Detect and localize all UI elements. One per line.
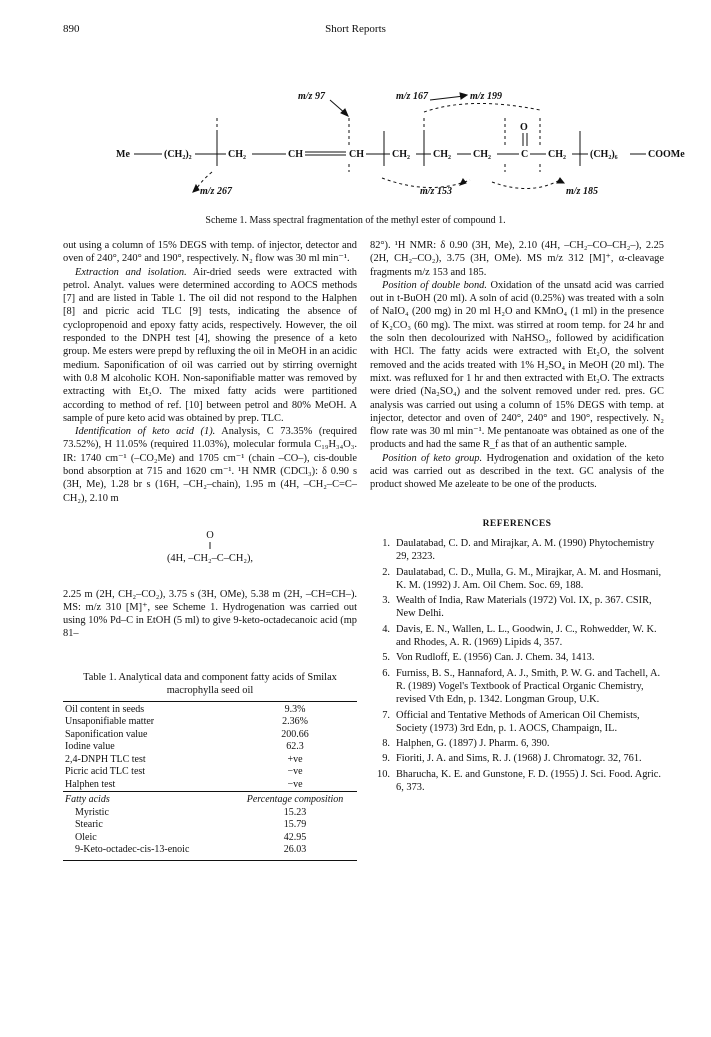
reference-item xyxy=(370,566,664,593)
table-cell-value: 15.23 xyxy=(283,806,307,818)
reference-text: Bharucha, K. E. and Gunstone, F. D. (1955) J. Sci. Food. Agric. 6, 373. xyxy=(396,768,661,793)
table-cell-value: 62.3 xyxy=(286,741,304,753)
table-cell-value: 42.95 xyxy=(283,831,307,843)
chain-ch2-6: (CH₂)₆ xyxy=(590,149,618,160)
mz-167-label: m/z 167 xyxy=(396,91,428,102)
reference-item xyxy=(370,709,664,736)
left-para-2 xyxy=(63,266,357,426)
reference-number: 7. xyxy=(382,709,390,721)
right-column xyxy=(370,239,664,796)
table-row xyxy=(63,807,357,820)
mz-153-label: m/z 153 xyxy=(420,186,452,197)
right-para-3 xyxy=(370,452,664,492)
double-bond-text: Oxidation of the unsatd acid was carried out in t-BuOH (20 ml). A soln of acid (0.25%) was treated with a soln of NaIO₄ (200 mg) in 20 ml H₂O and KMnO₄ (1 ml) in the presence of K₂CO₃ (60 mg). The mixt. was stirred at room temp. for 24 hr and the soln then decolourized with NaHSO₃, followed by acidification with HCl. The fatty acids were extracted with Et₂O, the solvent removed and the acids treated with 1% H₂SO₄ in MeOH (20 ml). The mixt. was refluxed for 1 hr and then extracted with Et₂O. The extracts were dried (Na₂SO₄) and the solvent removed under red. pres. GC analysis was carried out using a column of 15% DEGS with temp. at injector, detector and oven of 240°, 240° and 190°, respectively. N₂ flow rate was 30 ml min⁻¹. Me pentanoate was obtained as one of the products and had the same R_f as that of an authentic sample. xyxy=(370,279,664,451)
table-cell-label: Myristic xyxy=(75,806,109,818)
reference-number: 4. xyxy=(382,623,390,635)
reference-text: Daulatabad, C. D., Mulla, G. M., Mirajkar, A. M. and Hosmani, K. M. (1992) J. Am. Oil Chem. Soc. 69, 188. xyxy=(396,566,662,591)
reference-item xyxy=(370,537,664,564)
table-cell-label: Picric acid TLC test xyxy=(65,766,146,778)
identification-heading: Identification of keto acid (1). xyxy=(75,426,216,438)
identification-text: Analysis, C 73.35% (required 73.52%), H 11.05% (required 11.03%), molecular formula C₁₉H₃₄O₃. IR: 1740 cm⁻¹ (–CO₂Me) and 1705 cm⁻¹ (chain –CO–), cis-double bond absorption at 715 and 1620 cm⁻¹. ¹H NMR (CDCl₃): δ 0.90 s (3H, Me), 1.28 br s (16H, –CH₂–chain), 1.95 m (4H, –CH₂–C=C–CH₂), 2.10 m xyxy=(63,426,357,504)
page-number: 890 xyxy=(63,23,80,35)
mz-185-label: m/z 185 xyxy=(566,186,598,197)
table-cell-value: 15.79 xyxy=(283,819,307,831)
reference-text: Wealth of India, Raw Materials (1972) Vol. IX, p. 367. CSIR, New Delhi. xyxy=(396,595,652,620)
table-cell-label: 9-Keto-octadec-cis-13-enoic xyxy=(63,844,233,860)
table-cell-label: Unsaponifiable matter xyxy=(65,716,155,728)
right-para-1: 82°). ¹H NMR: δ 0.90 (3H, Me), 2.10 (4H, –CH₂–CO–CH₂–), 2.25 (2H, CH₂–CO₂), 3.75 (3H, OMe). MS m/z 312 [M]⁺, α-cleavage fragments m/z 153 and 185. xyxy=(370,240,664,278)
reference-number: 3. xyxy=(382,595,390,607)
reference-text: Fioriti, J. A. and Sims, R. J. (1968) J. Chromatogr. 32, 761. xyxy=(396,753,642,765)
chain-c-keto: C xyxy=(521,149,529,160)
chain-coome: COOMe xyxy=(648,149,685,160)
table-cell-label: Oleic xyxy=(75,831,97,843)
table-cell-value: −ve xyxy=(287,778,303,790)
extraction-heading: Extraction and isolation. xyxy=(75,266,187,278)
reference-text: Official and Tentative Methods of American Oil Chemists, Society (1973) 3rd Edn, p. 1. AOCS, Champaign, IL. xyxy=(396,709,640,734)
table-cell-label: Stearic xyxy=(75,819,103,831)
reference-item xyxy=(370,594,664,621)
chain-ch2-2: (CH₂)₂ xyxy=(164,149,192,160)
reference-item xyxy=(370,651,664,664)
right-para-2 xyxy=(370,279,664,452)
reference-item xyxy=(370,768,664,795)
chain-ch2-d: CH₂ xyxy=(473,149,491,160)
reference-text: Daulatabad, C. D. and Mirajkar, A. M. (1990) Phytochemistry 29, 2323. xyxy=(396,537,655,563)
scheme-caption: Scheme 1. Mass spectral fragmentation of the methyl ester of compound 1. xyxy=(205,215,506,226)
chain-ch-b: CH xyxy=(349,149,364,160)
left-para-3 xyxy=(63,425,357,505)
table-row xyxy=(63,729,357,742)
left-column xyxy=(63,239,357,861)
table-cell-value: 200.66 xyxy=(281,728,309,740)
fragmentation-scheme xyxy=(0,0,711,215)
keto-oxygen: O xyxy=(520,122,528,133)
mz-97-label: m/z 97 xyxy=(298,91,325,102)
chain-me: Me xyxy=(116,149,130,160)
table-cell-label: Fatty acids xyxy=(63,792,233,807)
extraction-text: Air-dried seeds were extracted with petrol. Analyt. values were determined according to AOCS methods [7] and are listed in Table 1. The oil did not respond to the Halphen [8] and picric acid TLC [9] tests, indicating the absence of cyclopropenoid and epoxy fatty acids, respectively. However, the oil responded to the DNPH test [4], showing the presence of a keto group. Me esters were prepd by refluxing the oil in MeOH in an acidic medium. Saponification of oil was carried out by stirring overnight with 0.8 M alcoholic KOH. Non-saponifiable matter was removed by extracting with Et₂O. The mixed fatty acids were partitioned according to method of ref. [10] between petrol and 80% MeOH. A sample of pure keto acid was obtained by prep. TLC. xyxy=(63,266,357,424)
double-bond-heading: Position of double bond. xyxy=(382,279,487,291)
table-row xyxy=(63,716,357,729)
reference-number: 1. xyxy=(382,537,390,549)
table-row xyxy=(63,819,357,832)
table-cell-label: Iodine value xyxy=(65,741,115,753)
table-cell-label: Oil content in seeds xyxy=(63,701,233,716)
table-row xyxy=(63,741,357,754)
table-cell-value: 9.3% xyxy=(233,701,357,716)
left-para-4: 2.25 m (2H, CH₂–CO₂), 3.75 s (3H, OMe), 5.38 m (2H, –CH=CH–). MS: m/z 310 [M]⁺, see Scheme 1. Hydrogenation was carried out using 10% Pd–C in EtOH (5 ml) to give 9-keto-octadecanoic acid (mp 81– xyxy=(63,588,357,640)
table-row xyxy=(63,832,357,845)
analytical-table xyxy=(63,701,357,861)
table-cell-label: Halphen test xyxy=(65,778,116,790)
mz-267-label: m/z 267 xyxy=(200,186,232,197)
table-cell-label: 2,4-DNPH TLC test xyxy=(65,753,146,765)
table-cell-value: 26.03 xyxy=(233,844,357,860)
reference-item xyxy=(370,623,664,650)
reference-text: Von Rudloff, E. (1956) Can. J. Chem. 34, 1413. xyxy=(396,652,595,664)
table-row xyxy=(63,779,357,792)
table-cell-value: 2.36% xyxy=(282,716,308,728)
keto-structure-bond: ‖ xyxy=(208,541,212,553)
reference-number: 9. xyxy=(382,753,390,765)
mz-199-label: m/z 199 xyxy=(470,91,502,102)
table-cell-label: Saponification value xyxy=(65,728,148,740)
reference-number: 5. xyxy=(382,652,390,664)
reference-item xyxy=(370,752,664,765)
chain-ch2-e: CH₂ xyxy=(548,149,566,160)
reference-text: Halphen, G. (1897) J. Pharm. 6, 390. xyxy=(396,738,550,750)
reference-item xyxy=(370,737,664,750)
table-row xyxy=(63,844,357,860)
references-heading: REFERENCES xyxy=(482,518,552,529)
table-cell-value: +ve xyxy=(287,753,303,765)
table-caption: Table 1. Analytical data and component fatty acids of Smilax macrophylla seed oil xyxy=(83,671,337,696)
keto-group-heading: Position of keto group. xyxy=(382,452,483,464)
reference-number: 2. xyxy=(382,566,390,578)
reference-number: 10. xyxy=(377,768,390,780)
reference-text: Davis, E. N., Wallen, L. L., Goodwin, J. C., Rohwedder, W. K. and Rhodes, A. R. (1969) Lipids 4, 357. xyxy=(396,623,657,649)
chain-ch2-a: CH₂ xyxy=(228,149,246,160)
reference-number: 8. xyxy=(382,738,390,750)
table-row xyxy=(63,754,357,767)
keto-structure-line: (4H, –CH₂–C–CH₂), xyxy=(166,553,254,565)
keto-group-text: Hydrogenation and oxidation of the keto acid was carried out as described in the text. GC analysis of the product showed Me azeleate to be one of the products. xyxy=(370,452,665,491)
references-list xyxy=(370,537,664,794)
reference-text: Furniss, B. S., Hannaford, A. J., Smith, P. W. G. and Tachell, A. R. (1989) Vogel's Textbook of Practical Organic Chemistry, revised Vth Edn, p. 1342. Longman Group, U.K. xyxy=(396,667,661,706)
chain-ch2-c: CH₂ xyxy=(433,149,451,160)
table-row xyxy=(63,701,357,716)
reference-number: 6. xyxy=(382,667,390,679)
chain-ch2-b: CH₂ xyxy=(392,149,410,160)
table-cell-value: Percentage composition xyxy=(233,792,357,807)
reference-item xyxy=(370,667,664,707)
table-cell-value: −ve xyxy=(287,766,303,778)
keto-structure-o: O xyxy=(206,529,214,541)
left-para-1: out using a column of 15% DEGS with temp. of injector, detector and oven of 240°, 240° and 190°, respectively. N₂ flow was 30 ml min⁻¹. xyxy=(63,240,357,265)
table-row xyxy=(63,792,357,807)
chain-ch-a: CH xyxy=(288,149,303,160)
running-title: Short Reports xyxy=(325,23,386,35)
table-row xyxy=(63,766,357,779)
